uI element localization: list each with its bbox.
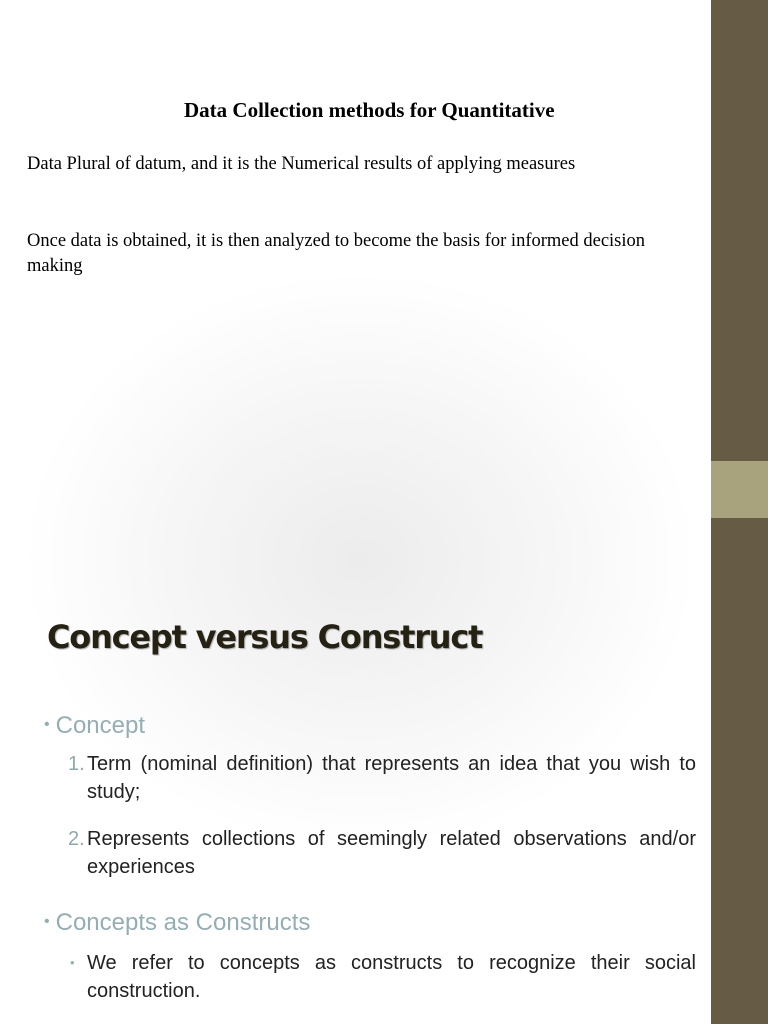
slide-1-title: Data Collection methods for Quantitative [184, 98, 555, 122]
bullet-concepts-as-constructs [44, 909, 310, 937]
item-number: 1. [68, 753, 85, 775]
bullet-label: Concept [55, 712, 145, 739]
sub-bullet-item [70, 949, 696, 1005]
numbered-item [68, 825, 696, 881]
bullet-concept [44, 712, 145, 740]
item-text: Represents collections of seemingly related observations and/or experiences [87, 828, 696, 878]
numbered-item [68, 750, 696, 806]
sub-bullet-dot-icon: • [70, 955, 75, 970]
item-text: Term (nominal definition) that represents an idea that you wish to study; [87, 753, 696, 803]
slide-1-paragraph-2: Once data is obtained, it is then analyzed to become the basis for informed decision making [27, 231, 646, 276]
sub-item-text: We refer to concepts as constructs to recognize their social construction. [87, 952, 696, 1002]
item-number: 2. [68, 828, 85, 850]
bullet-dot-icon: • [44, 913, 50, 930]
slide-2 [0, 560, 711, 1024]
bullet-label: Concepts as Constructs [55, 909, 311, 936]
slide-1-paragraph-1: Data Plural of datum, and it is the Numerical results of applying measures [27, 154, 576, 174]
bullet-dot-icon: • [44, 716, 50, 733]
sidebar-accent-block [711, 461, 768, 518]
slide-2-title: Concept versus Construct [47, 618, 483, 656]
